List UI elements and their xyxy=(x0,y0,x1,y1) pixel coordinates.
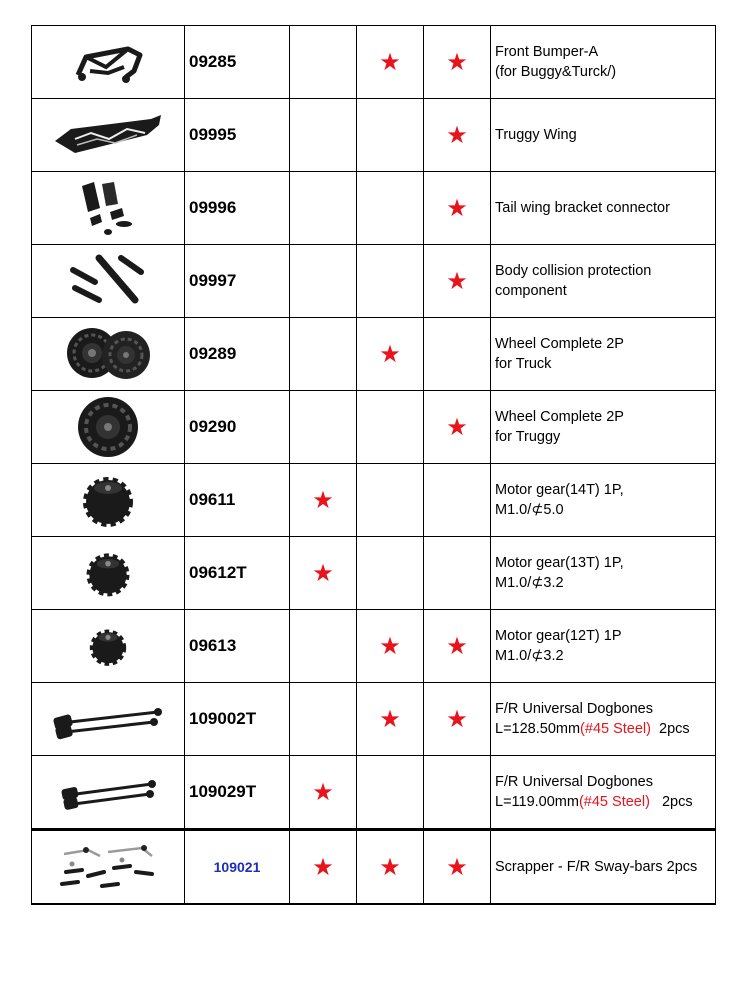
part-code: 09995 xyxy=(185,99,290,172)
part-description xyxy=(491,318,716,391)
part-description xyxy=(491,610,716,683)
part-image-cell xyxy=(32,99,185,172)
star-mark: ★ xyxy=(357,683,424,756)
part-image-cell xyxy=(32,537,185,610)
star-mark: ★ xyxy=(290,537,357,610)
part-code: 09613 xyxy=(185,610,290,683)
dogbone-part-icon xyxy=(56,772,160,812)
part-description xyxy=(491,245,716,318)
part-image-cell xyxy=(32,245,185,318)
part-image-cell xyxy=(32,830,185,905)
description-line: Tail wing bracket connector xyxy=(495,200,670,216)
part-image-cell xyxy=(32,756,185,830)
star-mark xyxy=(357,464,424,537)
part-image-cell xyxy=(32,683,185,756)
sway-bar-part-icon xyxy=(52,842,164,892)
part-code: 09290 xyxy=(185,391,290,464)
star-mark: ★ xyxy=(290,830,357,905)
part-image-cell xyxy=(32,610,185,683)
description-line xyxy=(495,792,715,812)
description-line: Motor gear(12T) 1P xyxy=(495,628,622,644)
star-mark xyxy=(290,26,357,99)
star-mark: ★ xyxy=(424,99,491,172)
table-row xyxy=(32,610,716,683)
length-text: L=119.00mm xyxy=(495,794,579,810)
table-row xyxy=(32,172,716,245)
star-mark xyxy=(290,683,357,756)
part-image-cell xyxy=(32,464,185,537)
motor-gear-part-icon xyxy=(82,620,134,672)
collision-protection-part-icon xyxy=(65,252,151,310)
part-description xyxy=(491,830,716,905)
parts-table xyxy=(31,25,716,905)
quantity-text: 2pcs xyxy=(649,794,693,810)
description-line: M1.0/⊄5.0 xyxy=(495,502,564,518)
part-image-cell xyxy=(32,26,185,99)
description-line: F/R Universal Dogbones xyxy=(495,701,653,717)
star-mark xyxy=(424,464,491,537)
table-row xyxy=(32,464,716,537)
star-mark: ★ xyxy=(357,26,424,99)
part-code: 09612T xyxy=(185,537,290,610)
star-mark xyxy=(290,245,357,318)
star-mark: ★ xyxy=(424,26,491,99)
part-code: 109021 xyxy=(185,830,290,905)
star-mark: ★ xyxy=(424,245,491,318)
description-line: Wheel Complete 2P xyxy=(495,409,624,425)
star-mark xyxy=(357,245,424,318)
description-line: Front Bumper-A xyxy=(495,44,599,60)
truggy-wing-part-icon xyxy=(51,113,166,158)
part-description xyxy=(491,391,716,464)
description-line: M1.0/⊄3.2 xyxy=(495,648,564,664)
star-mark xyxy=(290,318,357,391)
part-description xyxy=(491,537,716,610)
part-code: 09611 xyxy=(185,464,290,537)
description-line: for Truggy xyxy=(495,429,561,445)
part-code: 09285 xyxy=(185,26,290,99)
star-mark xyxy=(424,318,491,391)
description-line: Scrapper - F/R Sway-bars 2pcs xyxy=(495,859,698,875)
part-code: 109029T xyxy=(185,756,290,830)
star-mark xyxy=(357,537,424,610)
star-mark: ★ xyxy=(424,172,491,245)
star-mark: ★ xyxy=(424,683,491,756)
star-mark: ★ xyxy=(424,830,491,905)
quantity-text: 2pcs xyxy=(650,721,690,737)
truggy-wheel-part-icon xyxy=(68,394,148,460)
star-mark xyxy=(290,172,357,245)
part-description xyxy=(491,464,716,537)
description-line: component xyxy=(495,283,567,299)
truck-wheels-part-icon xyxy=(62,323,154,385)
table-row xyxy=(32,537,716,610)
part-image-cell xyxy=(32,318,185,391)
star-mark xyxy=(357,756,424,830)
dogbone-part-icon xyxy=(50,696,166,742)
star-mark: ★ xyxy=(290,464,357,537)
star-mark xyxy=(357,391,424,464)
star-mark xyxy=(424,537,491,610)
part-description xyxy=(491,683,716,756)
star-mark: ★ xyxy=(357,610,424,683)
star-mark: ★ xyxy=(357,830,424,905)
description-line: F/R Universal Dogbones xyxy=(495,774,653,790)
part-description xyxy=(491,26,716,99)
description-line: Wheel Complete 2P xyxy=(495,336,624,352)
part-image-cell xyxy=(32,391,185,464)
description-line: Motor gear(13T) 1P, xyxy=(495,555,624,571)
star-mark xyxy=(290,391,357,464)
star-mark: ★ xyxy=(424,610,491,683)
part-code: 09996 xyxy=(185,172,290,245)
part-description xyxy=(491,99,716,172)
star-mark xyxy=(357,99,424,172)
star-mark xyxy=(424,756,491,830)
length-text: L=128.50mm xyxy=(495,721,581,737)
star-mark: ★ xyxy=(290,756,357,830)
table-row xyxy=(32,26,716,99)
table-row xyxy=(32,830,716,905)
part-description xyxy=(491,756,716,830)
material-note: (#45 Steel) xyxy=(580,721,651,737)
description-line xyxy=(495,719,715,739)
description-line: M1.0/⊄3.2 xyxy=(495,575,564,591)
material-note: (#45 Steel) xyxy=(578,794,650,810)
table-row xyxy=(32,99,716,172)
description-line: Motor gear(14T) 1P, xyxy=(495,482,624,498)
description-line: for Truck xyxy=(495,356,552,372)
part-image-cell xyxy=(32,172,185,245)
wing-bracket-part-icon xyxy=(68,178,148,238)
part-code: 09997 xyxy=(185,245,290,318)
star-mark: ★ xyxy=(424,391,491,464)
description-line: Body collision protection xyxy=(495,263,652,279)
description-line: (for Buggy&Turck/) xyxy=(495,64,617,80)
part-code: 109002T xyxy=(185,683,290,756)
star-mark: ★ xyxy=(357,318,424,391)
table-row xyxy=(32,318,716,391)
table-row xyxy=(32,683,716,756)
motor-gear-part-icon xyxy=(78,470,138,530)
star-mark xyxy=(357,172,424,245)
table-row xyxy=(32,245,716,318)
table-row xyxy=(32,391,716,464)
description-line: Truggy Wing xyxy=(495,127,577,143)
part-description xyxy=(491,172,716,245)
front-bumper-part-icon xyxy=(68,37,148,87)
star-mark xyxy=(290,99,357,172)
part-code: 09289 xyxy=(185,318,290,391)
star-mark xyxy=(290,610,357,683)
table-row xyxy=(32,756,716,830)
motor-gear-part-icon xyxy=(80,545,136,601)
